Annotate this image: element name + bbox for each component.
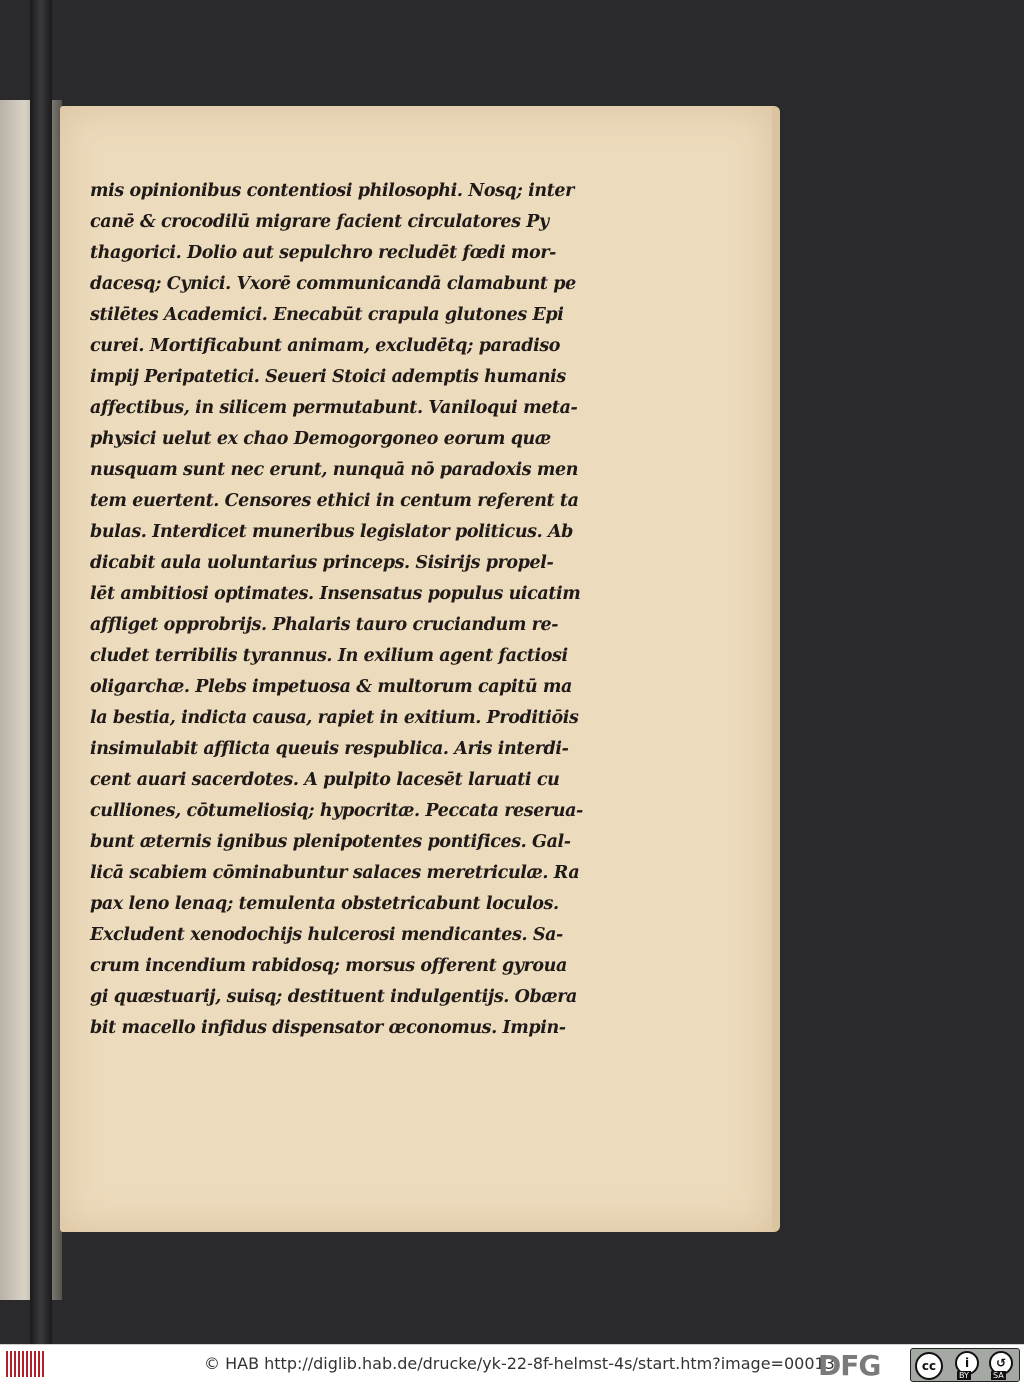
text-line: lēt ambitiosi optimates. Insensatus populus uicatim [90,584,581,604]
copyright-link[interactable]: © HAB http://diglib.hab.de/drucke/yk-22-8f-helmst-4s/start.htm?image=00013 [204,1354,835,1373]
text-line: thagorici. Dolio aut sepulchro recludēt fœdi mor- [90,243,557,263]
text-line: culliones, cōtumeliosiq; hypocritæ. Peccata reserua- [90,801,583,821]
barcode-icon [6,1351,46,1377]
dfg-logo[interactable]: DFG [818,1349,881,1382]
attribution-icon: i [955,1351,979,1375]
cc-icon: cc [915,1352,943,1380]
by-label: BY [959,1371,969,1380]
text-line: affectibus, in silicem permutabunt. Vaniloqui meta- [90,398,578,418]
text-line: dacesq; Cynici. Vxorē communicandā clamabunt pe [90,274,576,294]
text-line: bit macello infidus dispensator œconomus. Impin- [90,1018,566,1038]
sa-label: SA [993,1371,1004,1380]
text-line: stilētes Academici. Enecabūt crapula glutones Epi [90,305,564,325]
text-line: la bestia, indicta causa, rapiet in exitium. Proditiōis [90,708,579,728]
text-line: nusquam sunt nec erunt, nunquā nō paradoxis men [90,460,579,480]
text-line: oligarchæ. Plebs impetuosa & multorum capitū ma [90,677,572,697]
share-alike-icon: ↺ [989,1351,1013,1375]
text-line: Excludent xenodochijs hulcerosi mendicantes. Sa- [90,925,563,945]
text-line: mis opinionibus contentiosi philosophi. Nosq; inter [90,181,574,201]
text-line: affliget opprobrijs. Phalaris tauro cruciandum re- [90,615,559,635]
text-line: curei. Mortificabunt animam, excludētq; paradiso [90,336,561,356]
text-line: physici uelut ex chao Demogorgoneo eorum quæ [90,429,551,449]
text-line: gi quæstuarij, suisq; destituent indulgentijs. Obæra [90,987,577,1007]
text-line: cludet terribilis tyrannus. In exilium agent factiosi [90,646,568,666]
text-line: bunt æternis ignibus plenipotentes pontifices. Gal- [90,832,571,852]
spine-shadow [30,0,52,1344]
text-line: bulas. Interdicet muneribus legislator politicus. Ab [90,522,573,542]
book-page [60,106,780,1232]
text-line: licā scabiem cōminabuntur salaces meretriculæ. Ra [90,863,580,883]
text-line: tem euertent. Censores ethici in centum referent ta [90,491,579,511]
text-line: impij Peripatetici. Seueri Stoici ademptis humanis [90,367,566,387]
page-text [90,176,615,1044]
text-line: insimulabit afflicta queuis respublica. Aris interdi- [90,739,569,759]
viewer-footer [0,1344,1024,1383]
text-line: cent auari sacerdotes. A pulpito lacesēt laruati cu [90,770,560,790]
text-line: crum incendium rabidosq; morsus offerent gyroua [90,956,567,976]
text-line: pax leno lenaq; temulenta obstetricabunt loculos. [90,894,559,914]
text-line: canē & crocodilū migrare facient circulatores Py [90,212,549,232]
text-line: dicabit aula uoluntarius princeps. Sisirijs propel- [90,553,554,573]
cc-license-badge[interactable] [910,1348,1020,1382]
